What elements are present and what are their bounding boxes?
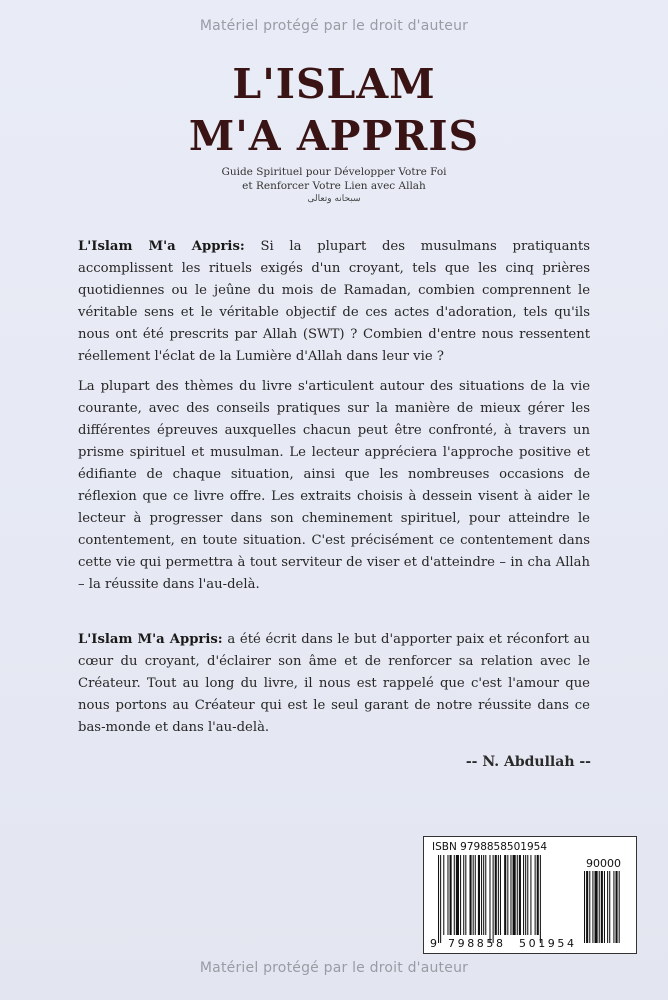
barcode-bar — [609, 871, 610, 943]
barcode-bar — [540, 855, 541, 943]
copyright-watermark-bottom: Matériel protégé par le droit d'auteur — [199, 960, 469, 976]
book-title-line-2: M'A APPRIS — [188, 112, 480, 160]
author-signature: -- N. Abdullah -- — [465, 754, 591, 770]
barcode-digits-left: 798858 — [448, 937, 506, 950]
barcode-bar — [519, 855, 521, 935]
barcode-bar — [535, 855, 536, 935]
barcode-bar — [454, 855, 455, 935]
barcode-bar — [592, 871, 593, 943]
barcode-bar — [475, 855, 476, 935]
barcode-bar — [513, 855, 516, 935]
barcode-bar — [589, 871, 590, 943]
barcode-bar — [465, 855, 466, 935]
subtitle-line-2: et Renforcer Votre Lien avec Allah — [242, 180, 426, 192]
barcode-bar — [456, 855, 459, 935]
barcode-bar — [485, 855, 486, 935]
barcode-bar — [500, 855, 501, 935]
barcode-bar — [517, 855, 518, 935]
description-paragraph-1 — [78, 236, 590, 368]
barcode-bar — [440, 855, 441, 943]
barcode-bar — [599, 871, 600, 943]
description-paragraph-2: La plupart des thèmes du livre s'articulent autour des situations de la vie courante, avec des conseils pratiques sur la manière de mieux gérer les différentes épreuves auxquelles chacun peut être confronté, à travers un prisme spirituel et musulman. Le lecteur appréciera l'approche positive et édifiante de chaque situation, ainsi que les nombreuses occasions de réflexion que ce livre offre. Les extraits choisis à dessein visent à aider le lecteur à progresser dans son cheminement spirituel, pour atteindre le contentement, en toute situation. C'est précisément ce contentement dans cette vie qui permettra à tout serviteur de viser et d'atteindre – in cha Allah – la réussite dans l'au-delà. — [78, 379, 590, 592]
book-title-line-1: L'ISLAM — [232, 60, 436, 108]
barcode-bar — [619, 871, 620, 943]
subtitle-line-1: Guide Spirituel pour Développer Votre Foi — [221, 166, 447, 178]
barcode-bar — [498, 855, 499, 935]
paragraph-text: Si la plupart des musulmans pratiquants accomplissent les rituels exigés d'un croyant, tels que les cinq prières quotidiennes ou le jeûne du mois de Ramadan, combien comprennent le véritable sens et le véritable objectif de ces actes d'adoration, tels qu'ils nous ont été prescrits par Allah (SWT) ? Combien d'entre nous ressentent réellement l'éclat de la Lumière d'Allah dans leur vie ? — [78, 239, 590, 364]
barcode-bar — [450, 855, 452, 935]
barcode-bar — [510, 855, 511, 935]
copyright-watermark-top: Matériel protégé par le droit d'auteur — [199, 18, 469, 34]
barcode-bar — [595, 871, 598, 943]
barcode-bar — [607, 871, 608, 943]
barcode-bar — [504, 855, 506, 935]
barcode-bar — [525, 855, 526, 935]
barcode-bar — [483, 855, 484, 935]
barcode-bar — [473, 855, 474, 935]
barcode-bar — [613, 871, 614, 943]
price-code: 90000 — [586, 857, 621, 870]
isbn-barcode — [423, 836, 637, 954]
paragraph-lead: L'Islam M'a Appris: — [78, 239, 245, 254]
barcode-bar — [463, 855, 464, 935]
barcode-bar — [481, 855, 482, 935]
barcode-bar — [601, 871, 603, 943]
barcode-bar — [530, 855, 531, 935]
isbn-label: ISBN 9798858501954 — [432, 841, 548, 853]
barcode-bar — [489, 855, 490, 943]
barcode-bar — [507, 855, 508, 935]
barcode-bar — [447, 855, 448, 935]
barcode-bar — [527, 855, 528, 935]
barcode-bar — [460, 855, 461, 935]
paragraph-text: a été écrit dans le but d'apporter paix et réconfort au cœur du croyant, d'éclairer son âme et de renforcer sa relation avec le Créateur. Tout au long du livre, il nous est rappelé que c'est l'amour que nous portons au Créateur qui est le seul garant de notre réussite dans ce bas-monde et dans l'au-delà. — [78, 632, 591, 735]
barcode-bar — [584, 871, 585, 943]
barcode-bar — [616, 871, 618, 943]
description-paragraph-3 — [78, 629, 590, 739]
barcode-digits-right: 501954 — [519, 937, 577, 950]
barcode-digit-first: 9 — [430, 937, 437, 950]
barcode-bar — [604, 871, 605, 943]
barcode-bar — [470, 855, 472, 935]
barcode-bar — [478, 855, 480, 935]
barcode-bar — [438, 855, 439, 943]
barcode-bar — [495, 855, 497, 935]
barcode-bar — [443, 855, 444, 935]
barcode-bar — [537, 855, 539, 935]
barcode-bar — [586, 871, 588, 943]
barcode-bar — [493, 855, 494, 943]
barcode-bar — [523, 855, 524, 935]
subtitle-arabic: سبحانه وتعالى — [307, 194, 361, 204]
barcode-bars — [424, 837, 636, 953]
paragraph-lead: L'Islam M'a Appris: — [78, 632, 223, 647]
